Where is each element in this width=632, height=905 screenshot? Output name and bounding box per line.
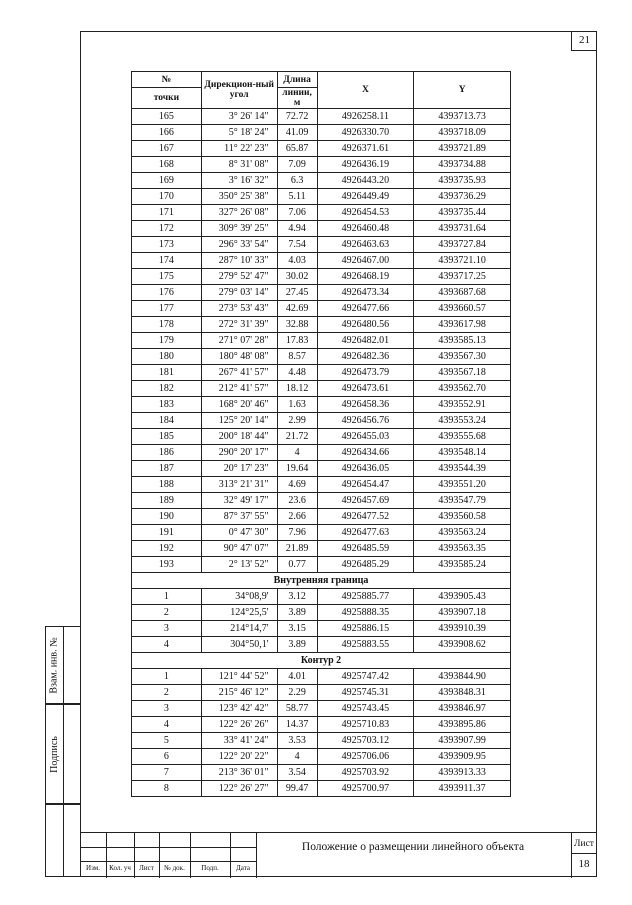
cell-y: 4393735.93 [414,173,511,189]
cell-length: 3.15 [277,621,317,637]
cell-x: 4926457.69 [317,493,414,509]
table-row [132,157,511,173]
table-row [132,733,511,749]
table-row [132,285,511,301]
cell-point: 3 [132,701,202,717]
table-row [132,749,511,765]
cell-x: 4925745.31 [317,685,414,701]
table-row [132,141,511,157]
cell-point: 2 [132,605,202,621]
cell-length: 58.77 [277,701,317,717]
cell-point: 166 [132,125,202,141]
table-row [132,333,511,349]
table-row [132,637,511,653]
cell-angle: 296° 33' 54" [201,237,277,253]
table-row [132,621,511,637]
cell-point: 174 [132,253,202,269]
cell-point: 1 [132,589,202,605]
table-row [132,781,511,797]
cell-y: 4393731.64 [414,221,511,237]
cell-x: 4926460.48 [317,221,414,237]
cell-angle: 0° 47' 30" [201,525,277,541]
cell-angle: 11° 22' 23" [201,141,277,157]
section-title: Контур 2 [132,653,511,669]
table-row [132,429,511,445]
cell-length: 7.09 [277,157,317,173]
table-row [132,125,511,141]
cell-y: 4393687.68 [414,285,511,301]
cell-y: 4393911.37 [414,781,511,797]
cell-y: 4393895.86 [414,717,511,733]
cell-point: 4 [132,717,202,733]
cell-point: 165 [132,109,202,125]
cell-point: 2 [132,685,202,701]
table-row [132,605,511,621]
side-stamp-podpis [45,704,80,804]
cell-angle: 123° 42' 42" [201,701,277,717]
cell-length: 4.69 [277,477,317,493]
table-row [132,301,511,317]
cell-y: 4393548.14 [414,445,511,461]
cell-point: 175 [132,269,202,285]
cell-angle: 2° 13' 52" [201,557,277,573]
table-row [132,685,511,701]
cell-point: 180 [132,349,202,365]
cell-angle: 290° 20' 17" [201,445,277,461]
cell-point: 187 [132,461,202,477]
table-row [132,717,511,733]
cell-angle: 125° 20' 14" [201,413,277,429]
cell-y: 4393907.18 [414,605,511,621]
cell-length: 3.54 [277,765,317,781]
header-angle: Дирекцион-ный угол [201,72,277,109]
cell-y: 4393567.30 [414,349,511,365]
cell-point: 189 [132,493,202,509]
cell-y: 4393721.89 [414,141,511,157]
cell-angle: 272° 31' 39" [201,317,277,333]
table-row [132,221,511,237]
side-stamp-podpis-label: Подпись [49,735,61,773]
table-row [132,317,511,333]
section-title: Внутренняя граница [132,573,511,589]
cell-y: 4393617.98 [414,317,511,333]
cell-angle: 124°25,5' [201,605,277,621]
cell-y: 4393735.44 [414,205,511,221]
tb-col-doc: № док. [164,864,185,872]
cell-length: 3.53 [277,733,317,749]
cell-length: 3.89 [277,637,317,653]
header-length-top: Длина [277,72,317,88]
cell-y: 4393585.24 [414,557,511,573]
cell-angle: 121° 44' 52" [201,669,277,685]
side-stamp-empty [45,804,80,877]
cell-y: 4393905.43 [414,589,511,605]
cell-angle: 267° 41' 57" [201,365,277,381]
header-length-bottom: линии, м [277,88,317,109]
cell-x: 4925700.97 [317,781,414,797]
table-row [132,509,511,525]
cell-angle: 8° 31' 08" [201,157,277,173]
cell-x: 4926455.03 [317,429,414,445]
cell-angle: 215° 46' 12" [201,685,277,701]
cell-x: 4926454.53 [317,205,414,221]
section-row [132,573,511,589]
cell-angle: 122° 26' 27" [201,781,277,797]
cell-point: 169 [132,173,202,189]
cell-length: 3.89 [277,605,317,621]
cell-x: 4926482.36 [317,349,414,365]
cell-y: 4393660.57 [414,301,511,317]
table-row [132,461,511,477]
cell-point: 171 [132,205,202,221]
cell-x: 4926473.61 [317,381,414,397]
cell-length: 14.37 [277,717,317,733]
cell-length: 21.72 [277,429,317,445]
cell-x: 4926436.19 [317,157,414,173]
cell-length: 6.3 [277,173,317,189]
cell-y: 4393910.39 [414,621,511,637]
tb-col-data: Дата [236,864,250,872]
cell-y: 4393555.68 [414,429,511,445]
cell-length: 2.66 [277,509,317,525]
cell-x: 4926477.52 [317,509,414,525]
cell-point: 1 [132,669,202,685]
section-row [132,653,511,669]
cell-y: 4393717.25 [414,269,511,285]
cell-y: 4393551.20 [414,477,511,493]
cell-y: 4393562.70 [414,381,511,397]
cell-angle: 90° 47' 07" [201,541,277,557]
cell-y: 4393908.62 [414,637,511,653]
cell-length: 72.72 [277,109,317,125]
cell-point: 170 [132,189,202,205]
sheet-number: 18 [578,858,590,870]
page-number: 21 [571,31,597,51]
cell-angle: 122° 26' 26" [201,717,277,733]
cell-length: 4.03 [277,253,317,269]
cell-angle: 212° 41' 57" [201,381,277,397]
cell-angle: 87° 37' 55" [201,509,277,525]
cell-point: 167 [132,141,202,157]
cell-x: 4926258.11 [317,109,414,125]
side-stamp-vzam-label: Взам. инв. № [49,636,61,694]
cell-angle: 122° 20' 22" [201,749,277,765]
cell-length: 4.01 [277,669,317,685]
cell-x: 4925888.35 [317,605,414,621]
cell-angle: 5° 18' 24" [201,125,277,141]
cell-x: 4926477.63 [317,525,414,541]
cell-length: 41.09 [277,125,317,141]
cell-x: 4925885.77 [317,589,414,605]
cell-x: 4926473.34 [317,285,414,301]
cell-y: 4393727.84 [414,237,511,253]
cell-length: 18.12 [277,381,317,397]
table-row [132,541,511,557]
cell-x: 4926458.36 [317,397,414,413]
cell-point: 8 [132,781,202,797]
cell-angle: 304°50,1' [201,637,277,653]
table-row [132,493,511,509]
tb-col-list: Лист [139,864,154,872]
cell-length: 19.64 [277,461,317,477]
table-row [132,397,511,413]
cell-angle: 34°08,9' [201,589,277,605]
cell-angle: 200° 18' 44" [201,429,277,445]
cell-point: 176 [132,285,202,301]
cell-x: 4926449.49 [317,189,414,205]
cell-length: 1.63 [277,397,317,413]
table-row [132,765,511,781]
cell-length: 7.06 [277,205,317,221]
cell-x: 4926463.63 [317,237,414,253]
cell-x: 4926443.20 [317,173,414,189]
cell-x: 4926485.59 [317,541,414,557]
cell-point: 3 [132,621,202,637]
cell-angle: 287° 10' 33" [201,253,277,269]
cell-length: 8.57 [277,349,317,365]
coordinates-table [131,71,511,797]
cell-y: 4393718.09 [414,125,511,141]
cell-point: 4 [132,637,202,653]
cell-x: 4926477.66 [317,301,414,317]
cell-length: 42.69 [277,301,317,317]
cell-length: 4.48 [277,365,317,381]
tb-col-podp: Подп. [201,864,219,872]
cell-x: 4926468.19 [317,269,414,285]
cell-length: 7.96 [277,525,317,541]
cell-length: 7.54 [277,237,317,253]
cell-point: 178 [132,317,202,333]
cell-point: 191 [132,525,202,541]
cell-y: 4393553.24 [414,413,511,429]
cell-y: 4393567.18 [414,365,511,381]
table-row [132,669,511,685]
cell-point: 186 [132,445,202,461]
cell-y: 4393736.29 [414,189,511,205]
cell-point: 6 [132,749,202,765]
cell-x: 4926473.79 [317,365,414,381]
header-no-bottom: точки [132,88,202,109]
cell-length: 0.77 [277,557,317,573]
cell-angle: 279° 03' 14" [201,285,277,301]
cell-x: 4925703.92 [317,765,414,781]
cell-x: 4926434.66 [317,445,414,461]
cell-y: 4393713.73 [414,109,511,125]
cell-length: 32.88 [277,317,317,333]
cell-x: 4926482.01 [317,333,414,349]
table-row [132,253,511,269]
cell-length: 5.11 [277,189,317,205]
cell-y: 4393721.10 [414,253,511,269]
cell-point: 168 [132,157,202,173]
cell-length: 4 [277,749,317,765]
cell-x: 4926456.76 [317,413,414,429]
cell-point: 172 [132,221,202,237]
cell-x: 4926436.05 [317,461,414,477]
cell-point: 5 [132,733,202,749]
cell-angle: 273° 53' 43" [201,301,277,317]
cell-x: 4926467.00 [317,253,414,269]
cell-x: 4926454.47 [317,477,414,493]
table-row [132,413,511,429]
cell-angle: 3° 16' 32" [201,173,277,189]
cell-angle: 20° 17' 23" [201,461,277,477]
tb-col-kol: Кол. уч [109,864,131,872]
cell-angle: 327° 26' 08" [201,205,277,221]
cell-y: 4393734.88 [414,157,511,173]
cell-y: 4393547.79 [414,493,511,509]
table-row [132,189,511,205]
cell-angle: 32° 49' 17" [201,493,277,509]
cell-y: 4393913.33 [414,765,511,781]
cell-point: 183 [132,397,202,413]
cell-length: 17.83 [277,333,317,349]
cell-x: 4925747.42 [317,669,414,685]
cell-point: 193 [132,557,202,573]
cell-length: 2.29 [277,685,317,701]
cell-length: 4.94 [277,221,317,237]
cell-point: 188 [132,477,202,493]
cell-y: 4393563.35 [414,541,511,557]
cell-length: 21.89 [277,541,317,557]
cell-length: 30.02 [277,269,317,285]
cell-length: 99.47 [277,781,317,797]
header-y: Y [414,72,511,109]
cell-angle: 214°14,7' [201,621,277,637]
table-row [132,701,511,717]
cell-point: 182 [132,381,202,397]
document-title: Положение о размещении линейного объекта [301,841,525,853]
table-row [132,445,511,461]
table-row [132,269,511,285]
cell-y: 4393846.97 [414,701,511,717]
cell-x: 4925883.55 [317,637,414,653]
sheet-label: Лист [574,839,594,849]
cell-angle: 350° 25' 38" [201,189,277,205]
table-row [132,365,511,381]
cell-y: 4393552.91 [414,397,511,413]
table-row [132,589,511,605]
cell-point: 177 [132,301,202,317]
cell-angle: 271° 07' 28" [201,333,277,349]
cell-angle: 213° 36' 01" [201,765,277,781]
cell-y: 4393544.39 [414,461,511,477]
header-no: № [132,72,202,88]
cell-x: 4926371.61 [317,141,414,157]
cell-angle: 313° 21' 31" [201,477,277,493]
table-row [132,381,511,397]
cell-point: 179 [132,333,202,349]
cell-x: 4925706.06 [317,749,414,765]
table-row [132,349,511,365]
cell-angle: 309° 39' 25" [201,221,277,237]
cell-x: 4926330.70 [317,125,414,141]
title-block [80,832,597,877]
cell-angle: 279° 52' 47" [201,269,277,285]
cell-x: 4925710.83 [317,717,414,733]
cell-point: 181 [132,365,202,381]
cell-length: 65.87 [277,141,317,157]
cell-length: 23.6 [277,493,317,509]
cell-x: 4926480.56 [317,317,414,333]
cell-point: 7 [132,765,202,781]
side-stamp-vzam [45,626,80,704]
cell-y: 4393848.31 [414,685,511,701]
cell-y: 4393560.58 [414,509,511,525]
table-row [132,109,511,125]
cell-angle: 3° 26' 14" [201,109,277,125]
cell-point: 185 [132,429,202,445]
header-x: X [317,72,414,109]
tb-col-izm: Изм. [86,864,100,872]
cell-point: 173 [132,237,202,253]
cell-y: 4393907.99 [414,733,511,749]
table-row [132,205,511,221]
cell-length: 27.45 [277,285,317,301]
table-row [132,477,511,493]
cell-y: 4393909.95 [414,749,511,765]
cell-length: 2.99 [277,413,317,429]
cell-y: 4393844.90 [414,669,511,685]
cell-x: 4925703.12 [317,733,414,749]
cell-angle: 180° 48' 08" [201,349,277,365]
table-row [132,237,511,253]
cell-point: 190 [132,509,202,525]
table-row [132,525,511,541]
cell-point: 184 [132,413,202,429]
cell-angle: 33° 41' 24" [201,733,277,749]
table-row [132,557,511,573]
table-row [132,173,511,189]
cell-angle: 168° 20' 46" [201,397,277,413]
cell-length: 4 [277,445,317,461]
cell-y: 4393585.13 [414,333,511,349]
cell-x: 4925886.15 [317,621,414,637]
cell-x: 4925743.45 [317,701,414,717]
cell-y: 4393563.24 [414,525,511,541]
cell-length: 3.12 [277,589,317,605]
cell-x: 4926485.29 [317,557,414,573]
cell-point: 192 [132,541,202,557]
